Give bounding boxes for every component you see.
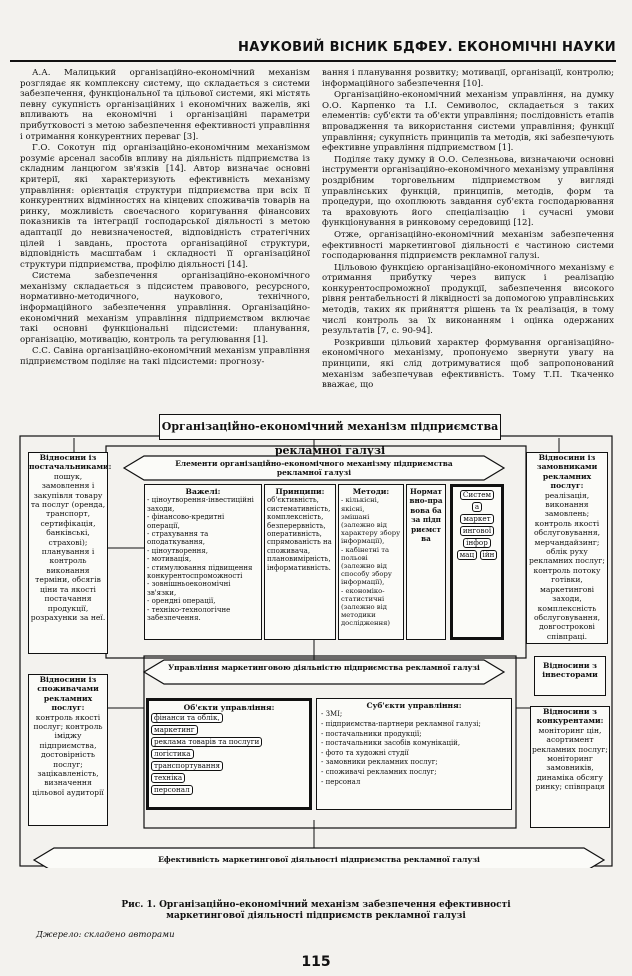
paragraph: Система забезпечення організаційно-економічного механізму складається з підсистем правового, ресурсного, нормативно-методичного, наукового, технічного, інформаційного забезпечення управління. Організаційно-економічний механізм управління підприємством включає такі основні функціональні підсистеми: планування, організацію, мотивацію, контроль та регулювання [1].: [20, 271, 310, 345]
list-item: плановимірність,: [267, 555, 331, 564]
list-item: спрямованість на споживача,: [267, 538, 332, 555]
list-item: об'єктивність,: [267, 496, 319, 505]
list-item: - кабінетні та польові (залежно від способу збору інформації),: [341, 545, 392, 587]
list-item: - споживачі рекламних послуг;: [321, 767, 437, 776]
list-item: - постачальники продукції;: [321, 729, 422, 738]
list-item: - страхування та оподаткування,: [147, 530, 209, 547]
left-text-column: [20, 68, 310, 368]
paragraph: Отже, організаційно-економічний механізм забезпечення ефективності маркетингової діяльності є частиною системи господарювання підприємств рекламної галузі.: [322, 229, 614, 262]
list-item: системативність,: [267, 504, 331, 513]
list-item: оперативність,: [267, 530, 322, 539]
system-fragment: інфор: [463, 538, 491, 548]
list-item: - ціноутворення-інвестиційні заходи,: [147, 496, 254, 513]
list-item: - фото та художні студії: [321, 748, 409, 757]
paragraph: Цільовою функцією організаційно-економічного механізму є отримання прибутку через випуск і реалізацію конкурентоспроможної продукції, забезпечення високого рівня рентабельності й ліквідності за допомогою управлінських методів, таких як прийняття рішень та їх реалізація, в тому числі контроль за їх виконанням і оцінка одержаних результатів [7, с. 90-94].: [322, 262, 614, 337]
competitors-items: моніторинг цін, асортимент рекламних послуг; моніторинг замовників, динаміка обсягу ринку; співпраця: [532, 725, 608, 792]
list-item: - постачальники засобів комунікацій,: [321, 739, 461, 748]
subjects-title: Суб'єкти управління:: [366, 701, 462, 710]
elements-title: Елементи організаційно-економічного механізму підприємства рекламної галузі: [175, 459, 453, 477]
principles-title: Принципи:: [275, 487, 325, 496]
system-fragment: мац: [457, 550, 478, 560]
levers-title: Важелі:: [185, 487, 221, 496]
list-item: змішані (залежно від характеру збору інформації),: [341, 512, 401, 546]
list-item: - орендні операції,: [147, 597, 216, 606]
marketing-info-system-box: [450, 484, 504, 640]
suppliers-items: пошук, замовлення і закупівля товару та послуг (оренда, транспорт, сертифікація, банківські, страхові); планування і контроль виконання терміни, обсягів ціни та якості постачання продукції, розрахунки за неї.: [30, 471, 106, 622]
suppliers-box: [28, 452, 112, 654]
list-item: - підприємства-партнери рекламної галузі;: [321, 720, 481, 728]
object-item: персонал: [151, 785, 193, 795]
list-item: - замовники рекламних послуг;: [321, 758, 438, 767]
objects-title: Об'єкти управління:: [183, 703, 275, 712]
journal-title: НАУКОВИЙ ВІСНИК БДФЕУ. ЕКОНОМІЧНІ НАУКИ: [238, 40, 616, 55]
list-item: - фінансово-кредитні операції,: [147, 513, 225, 530]
management-title: Управління маркетинговою діяльністю підприємства рекламної галузі: [168, 663, 480, 672]
system-fragment: маркет: [460, 514, 493, 524]
customers-items: реалізація, виконання замовлень; контроль якості обслуговування, мерчандайзинг; облік руху рекламних послуг; контроль потоку готівки, маркетингові заходи, комплексність обслуговування, довгострокові співпраці.: [529, 490, 605, 641]
system-fragment: ійн: [480, 550, 498, 560]
caption-line: маркетингової діяльності підприємств рекламної галузі: [166, 911, 466, 921]
system-fragment: ингової: [460, 526, 494, 536]
consumers-items: контроль якості послуг; контроль іміджу підприємства, достовірність послуг; зацікавленість, визначення цільової аудиторії: [32, 712, 104, 797]
caption-line: Рис. 1. Організаційно-економічний механізм забезпечення ефективності: [121, 900, 511, 910]
paragraph: Г.О. Сокотун під організаційно-економічним механізмом розуміє арсенал засобів впливу на діяльність підприємства із складним ланцюгом зв'язків [14]. Автор визначає основні критерії, які характеризують ефективність механізму управління: орієнтація структури підприємства при всіх її конкурентних відмінностях на кінцевих споживачів товарів на ринку, можливість своєчасного коригування фінансових показників та інтеграції господарської діяльності з метою адаптації до невизначеностей, відповідність стратегічних цілей і завдань, простота організаційної структури, відповідність масштабам і складності її організаційної структури підприємства, профілю діяльності [14].: [20, 143, 310, 270]
object-item: логістика: [151, 749, 194, 759]
list-item: інформативність.: [267, 563, 331, 572]
customers-title: Відносини із замовниками рекламних послуг:: [536, 453, 598, 491]
investors-box: Відносини з інвесторами: [534, 656, 606, 696]
list-item: - персонал: [321, 777, 361, 786]
object-item: фінанси та облік,: [151, 713, 223, 723]
levers-box: [144, 484, 262, 640]
suppliers-title: Відносини із постачальниками:: [29, 453, 112, 472]
principles-box: [264, 484, 336, 640]
list-item: - техніко-технологічне забезпечення.: [147, 605, 231, 623]
list-item: - ЗМІ;: [321, 710, 343, 719]
figure-main-title: Організаційно-економічний механізм підприємства рекламної галузі: [159, 414, 501, 440]
journal-header: [10, 40, 616, 62]
system-fragment: а: [472, 502, 482, 512]
list-item: - стимулювання підвищення конкурентоспроможності: [147, 563, 253, 581]
paragraph: А.А. Малицький організаційно-економічний механізм розглядає як комплексну систему, що складається з системи забезпечення, функціональної та цільової системи, які містять певну сукупність організаційних і економічних важелів, які впливають на економічні і організаційні параметри прибутковості з метою забезпечення ефективності управління і отримання конкурентних переваг [3].: [20, 68, 310, 142]
normative-base-box: Норматвно-правова база підприємства: [406, 484, 446, 640]
system-fragment: Систем: [460, 490, 494, 500]
object-item: транспортування: [151, 761, 223, 771]
source-note: Джерело: складено авторами: [36, 930, 175, 940]
consumers-title: Відносини із споживачами рекламних послуг:: [37, 675, 99, 713]
page-number: 115: [301, 954, 331, 970]
object-item: техніка: [151, 773, 185, 783]
list-item: - мотивація,: [147, 555, 192, 564]
list-item: - кількісні, якісні,: [341, 496, 379, 513]
methods-title: Методи:: [352, 487, 390, 496]
paragraph: С.С. Савіна організаційно-економічний механізм управління підприємством поділяє на такі підсистеми: прогнозу-: [20, 346, 310, 368]
list-item: безперервність,: [267, 521, 326, 530]
management-subjects-box: [316, 698, 512, 810]
list-item: - зовнішньоекономічні зв'язки,: [147, 580, 231, 597]
competitors-box: [530, 706, 610, 828]
customers-box: [526, 452, 608, 644]
list-item: - ціноутворення,: [147, 546, 208, 555]
competitors-title: Відносини з конкурентами:: [536, 707, 604, 726]
management-objects-box: [146, 698, 312, 810]
paragraph: Розкривши цільовий характер формування організаційно-економічного механізму, пропонуємо звернути увагу на принципи, які слід дотримуватися щоб запропонований механізм забезпечував ефективність. Тому Т.П. Ткаченко вважає, що: [322, 337, 614, 391]
methods-box: [338, 484, 404, 640]
consumers-box: [28, 674, 108, 826]
list-item: комплексність,: [267, 513, 324, 522]
paragraph: Організаційно-економічний механізм управління, на думку О.О. Карпенко та І.І. Семиволос, складається з таких елементів: суб'єкти та об'єкти управління; послідовність етапів впровадження та використання системи управління; функції управління; сукупність принципів та методів, які забезпечують ефективне управління підприємством [1].: [322, 90, 614, 154]
efficiency-label: Ефективність маркетингової діяльності підприємства рекламної галузі: [158, 855, 480, 864]
paragraph: вання і планування розвитку; мотивації, організації, контролю; інформаційного забезпечення [10].: [322, 68, 614, 89]
object-item: реклама товарів та послуги: [151, 737, 262, 747]
figure-caption: [60, 900, 572, 922]
object-item: маркетинг: [151, 725, 198, 735]
paragraph: Поділяє таку думку й О.О. Селезньова, визначаючи основні інструменти організаційно-економічного механізму управління роздрібним торговельним підприємством у вигляді управлінських функцій, принципів, методів, форм та процедури, що охоплюють завдання суб'єкта господарювання та враховують його спеціалізацію і сучасні умови функціонування в ринковому середовищі [12].: [322, 154, 614, 229]
list-item: - економіко-статистичні (залежно від методики дослідження): [341, 586, 391, 628]
right-text-column: [322, 68, 614, 391]
figure-diagram: [14, 408, 618, 868]
